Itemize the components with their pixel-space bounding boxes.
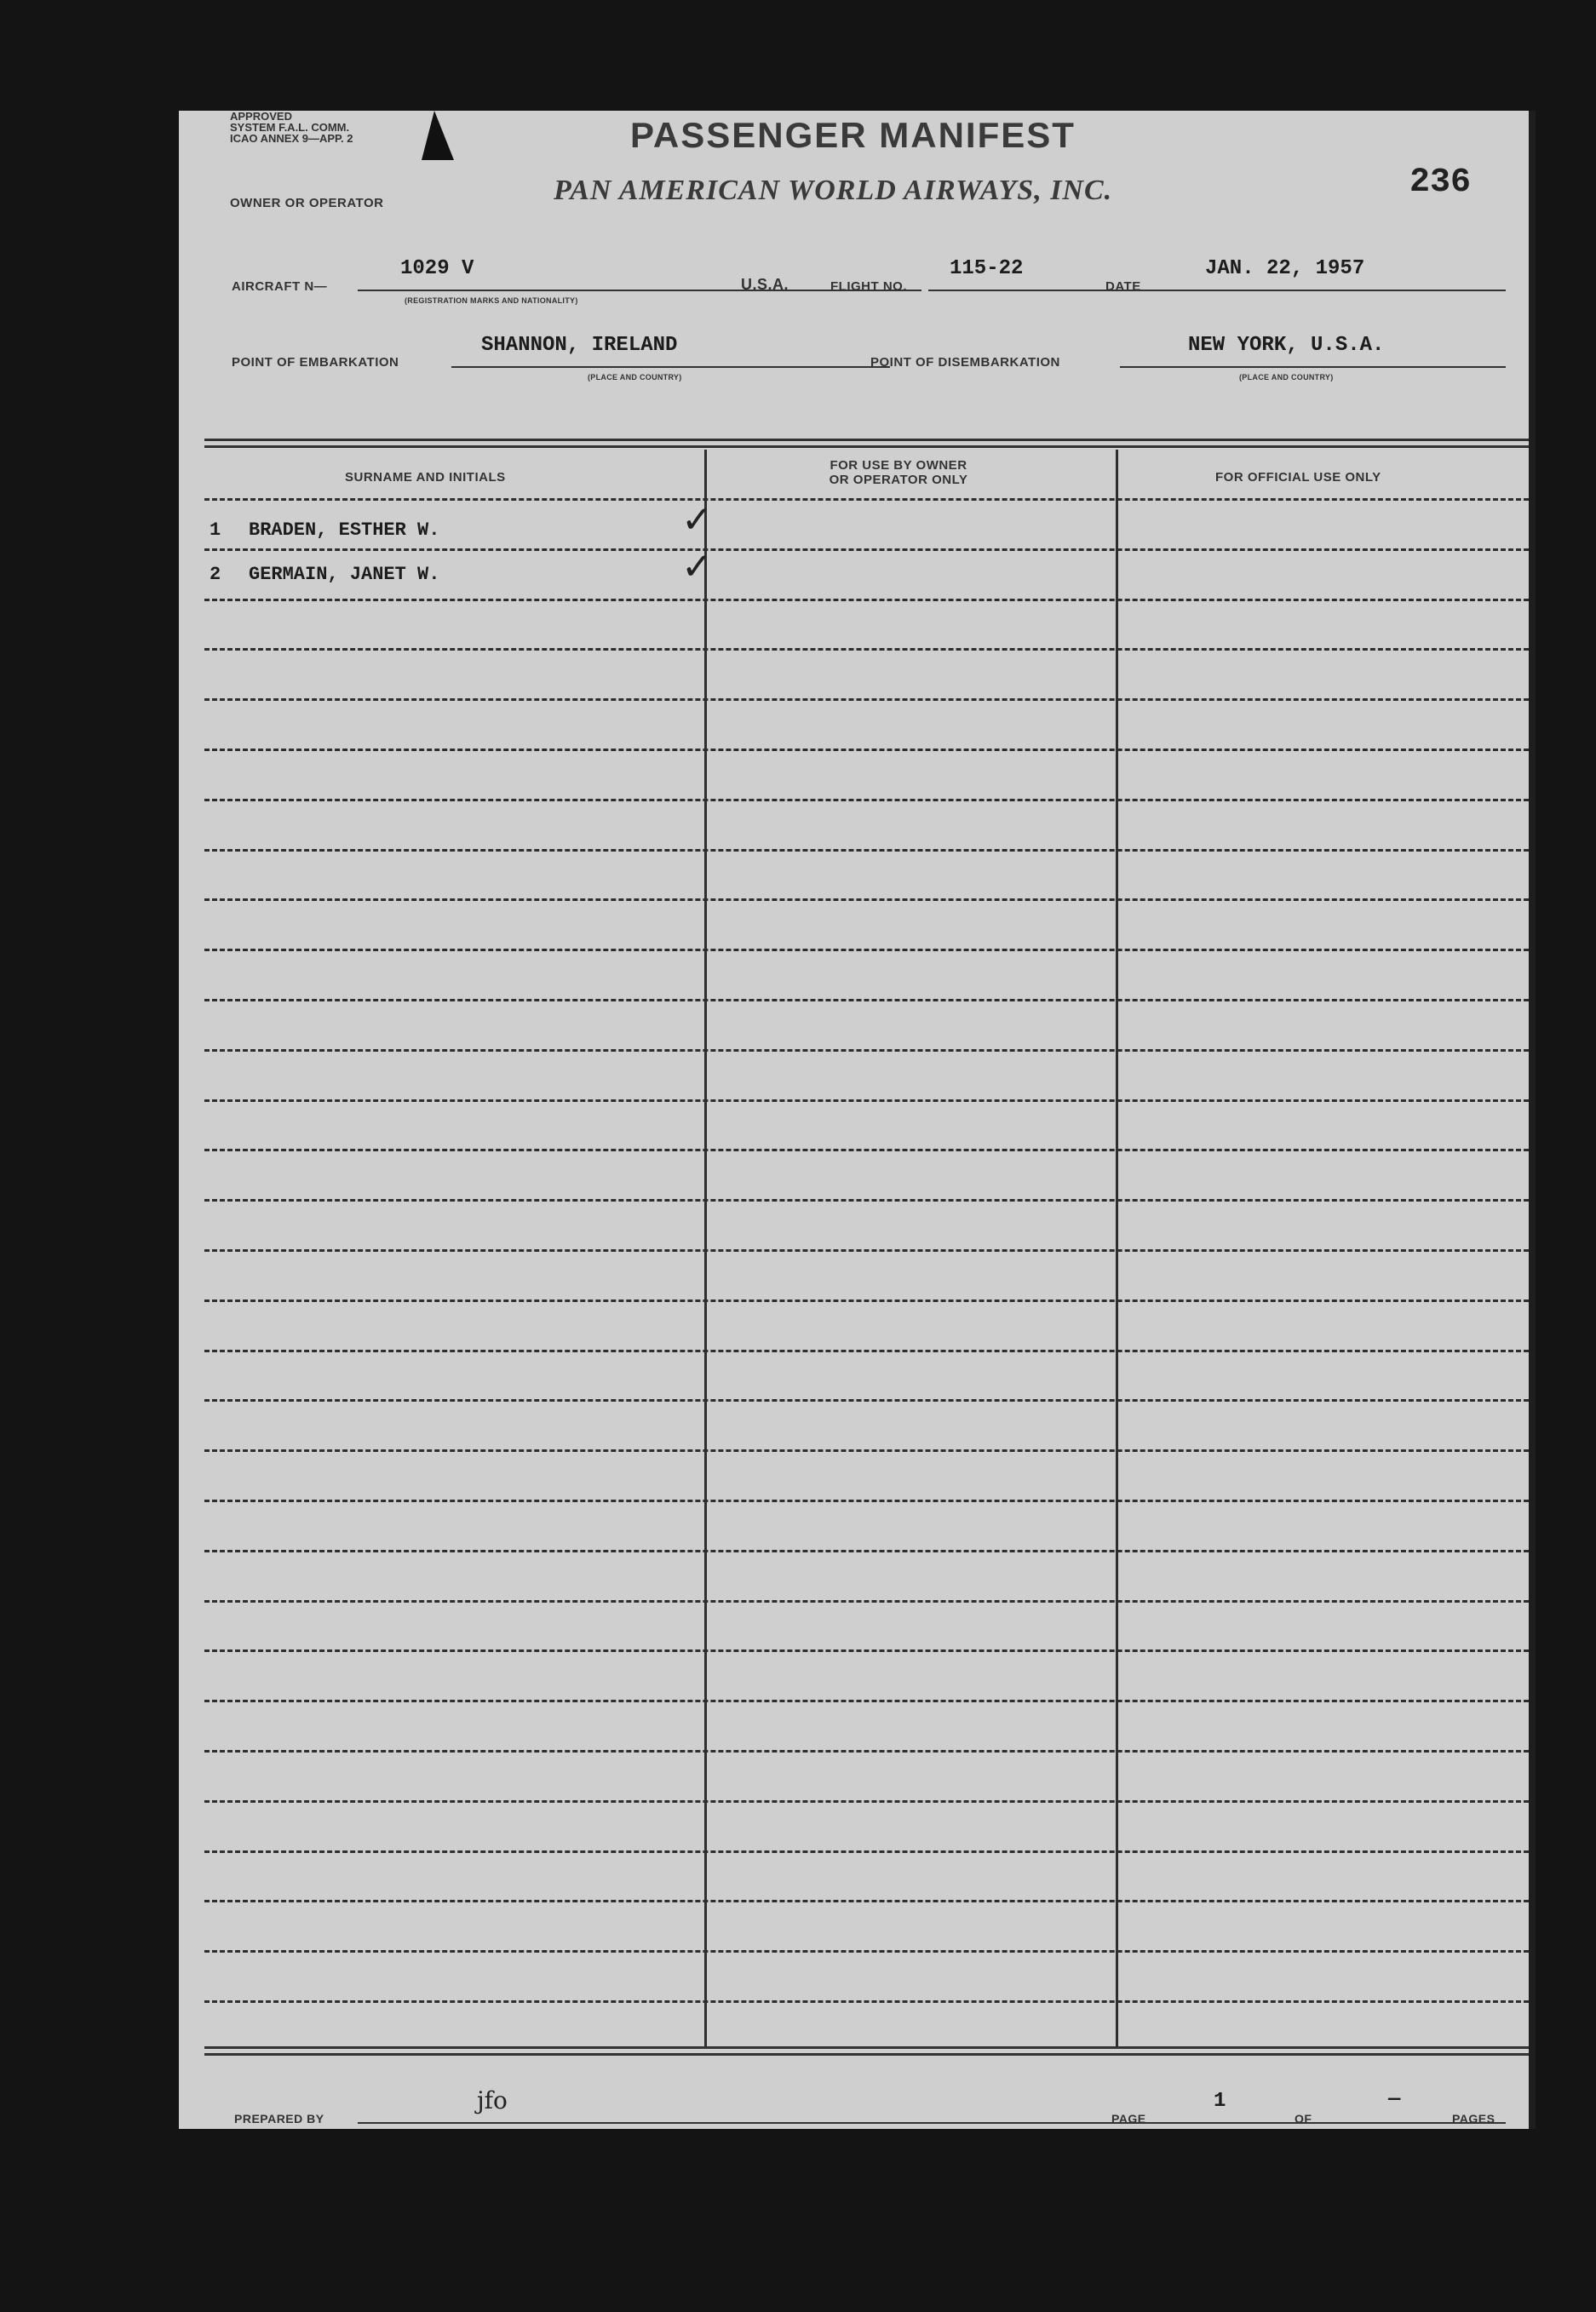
table-rule-line [204,1299,1529,1302]
embarkation-sublabel: (PLACE AND COUNTRY) [588,373,682,382]
table-rule-line [204,749,1529,751]
embarkation-underline [451,366,890,368]
flight-number: 115-22 [950,257,1024,280]
row-number: 2 [210,564,221,585]
table-rule-line [204,1800,1529,1803]
table-rule-line [204,1649,1529,1652]
pages-label: PAGES [1452,2112,1496,2126]
disembarkation-sublabel: (PLACE AND COUNTRY) [1239,373,1334,382]
passenger-name: GERMAIN, JANET W. [249,564,440,585]
sheet-shadow-edge [1529,111,1536,2129]
embarkation-place: SHANNON, IRELAND [481,334,678,357]
table-rule-line [204,1750,1529,1753]
document-title: PASSENGER MANIFEST [630,115,1076,155]
approval-line-2: SYSTEM F.A.L. COMM. [230,121,350,134]
table-rule-line [204,799,1529,801]
table-rule-line [204,1049,1529,1052]
table-rule-line [204,648,1529,651]
header-separator-line [204,498,1529,501]
manifest-sheet [179,111,1529,2129]
table-rule-line [204,1600,1529,1603]
approval-stamp [230,111,353,144]
approval-line-1: APPROVED [230,110,292,123]
company-name: PAN AMERICAN WORLD AIRWAYS, INC. [554,175,1113,206]
table-rule-line [204,949,1529,951]
header-official-use: FOR OFFICIAL USE ONLY [1215,470,1381,485]
aircraft-country: U.S.A. [741,276,789,293]
table-rule-line [204,1950,1529,1953]
flight-label: FLIGHT NO. [830,279,907,294]
approval-line-3: ICAO ANNEX 9—APP. 2 [230,132,353,145]
table-rule-line [204,1099,1529,1102]
corner-tab-mark [413,111,456,162]
header-owner-use [818,458,979,487]
table-rule-line [204,1700,1529,1702]
table-rule-line [204,599,1529,601]
disembarkation-place: NEW YORK, U.S.A. [1188,334,1385,357]
column-divider-2 [1116,450,1118,2046]
header-surname: SURNAME AND INITIALS [345,470,506,485]
page-label: PAGE [1111,2112,1146,2126]
table-rule-line [204,1850,1529,1853]
of-value: — [1388,2088,1401,2111]
disembarkation-label: POINT OF DISEMBARKATION [870,355,1060,370]
checkmark: ✓ [681,498,713,542]
checkmark: ✓ [681,545,713,588]
table-rule-line [204,698,1529,701]
table-rule-line [204,1350,1529,1352]
table-top-rule-2 [204,445,1529,448]
column-divider-1 [704,450,707,2046]
header-owner-use-line-2: OR OPERATOR ONLY [829,473,968,487]
table-rule-line [204,999,1529,1001]
table-rule-line [204,1199,1529,1202]
table-rule-line [204,1149,1529,1151]
stamped-page-number: 236 [1409,164,1472,202]
table-top-rule-1 [204,439,1529,441]
of-label: OF [1295,2112,1312,2126]
table-bottom-rule-1 [204,2046,1529,2049]
disembarkation-underline [1120,366,1506,368]
table-rule-line [204,1500,1529,1502]
table-rule-line [204,849,1529,852]
date-label: DATE [1105,279,1141,294]
table-rule-line [204,2000,1529,2003]
table-rule-line [204,1449,1529,1452]
passenger-name: BRADEN, ESTHER W. [249,519,440,541]
header-owner-use-line-1: FOR USE BY OWNER [830,458,967,473]
page-value: 1 [1214,2090,1226,2113]
owner-label: OWNER OR OPERATOR [230,196,384,210]
table-rule-line [204,1550,1529,1552]
footer-underline [358,2122,1506,2124]
table-rule-line [204,898,1529,901]
embarkation-label: POINT OF EMBARKATION [232,355,399,370]
aircraft-sublabel: (REGISTRATION MARKS AND NATIONALITY) [405,296,578,305]
table-rule-line [204,1900,1529,1902]
aircraft-registration: 1029 V [400,257,474,280]
row-number: 1 [210,519,221,541]
date-underline [1145,290,1506,291]
prepared-by-initials: jfo [477,2086,508,2114]
table-rule-line [204,1399,1529,1402]
flight-date: JAN. 22, 1957 [1205,257,1365,280]
aircraft-label: AIRCRAFT N— [232,279,328,294]
table-bottom-rule-2 [204,2053,1529,2056]
table-rule-line [204,1249,1529,1252]
table-rule-line [204,548,1529,551]
prepared-by-label: PREPARED BY [234,2112,324,2126]
